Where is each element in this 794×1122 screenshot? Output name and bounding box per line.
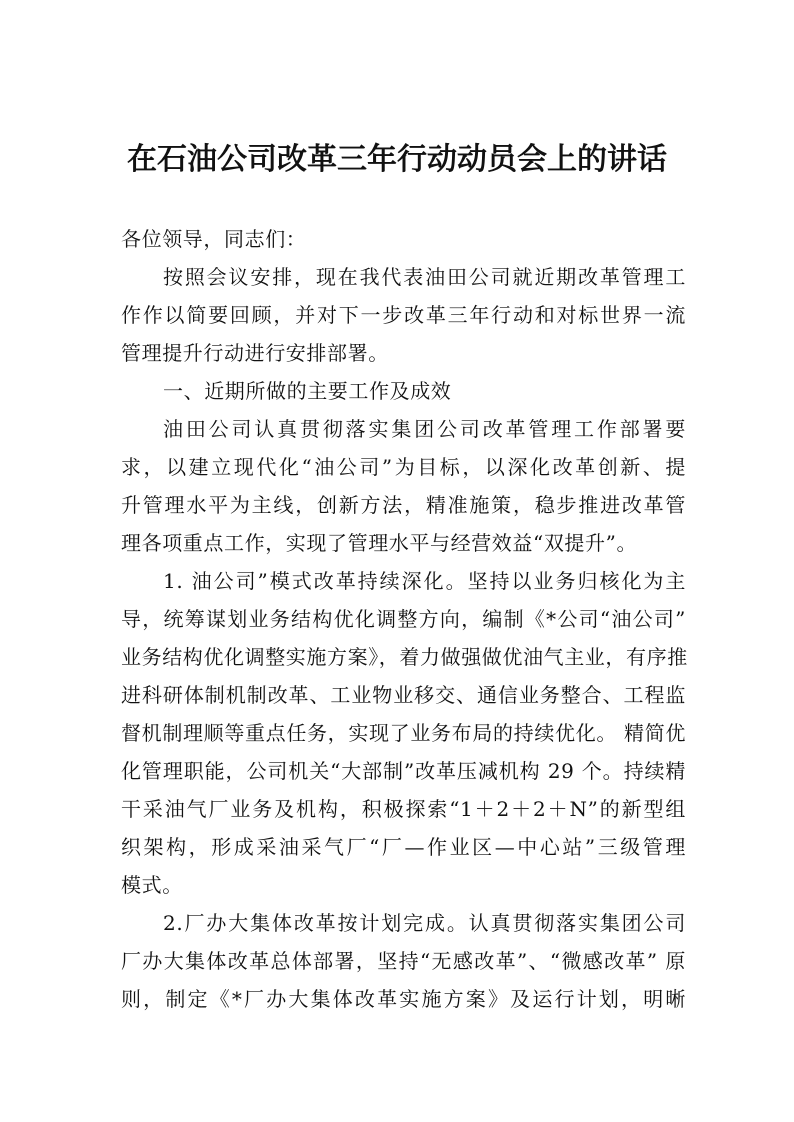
paragraph-line: 则，制定《*厂办大集体改革实施方案》及运行计划，明晰 — [121, 987, 686, 1011]
paragraph-line: 干采油气厂业务及机构，积极探索“1＋2＋2＋N”的新型组 — [121, 797, 686, 821]
paragraph-line: 化管理职能，公司机关“大部制”改革压减机构 29 个。持续精 — [121, 759, 686, 783]
paragraph-line: 进科研体制机制改革、工业物业移交、通信业务整合、工程监 — [121, 683, 686, 707]
paragraph-line: 油田公司认真贯彻落实集团公司改革管理工作部署要 — [163, 417, 686, 441]
paragraph-line: 织架构，形成采油采气厂“厂—作业区—中心站”三级管理 — [121, 835, 686, 859]
section-heading: 一、近期所做的主要工作及成效 — [163, 379, 452, 403]
salutation-line: 各位领导，同志们： — [121, 227, 307, 251]
paragraph-line: 督机制理顺等重点任务，实现了业务布局的持续优化。 精简优 — [121, 721, 686, 745]
document-title: 在石油公司改革三年行动动员会上的讲话 — [127, 142, 667, 177]
paragraph-line: 按照会议安排，现在我代表油田公司就近期改革管理工 — [163, 265, 686, 289]
paragraph-line: 2.厂办大集体改革按计划完成。认真贯彻落实集团公司 — [163, 911, 686, 935]
paragraph-line: 厂办大集体改革总体部署，坚持“无感改革”、“微感改革” 原 — [121, 949, 686, 973]
paragraph-line: 求，以建立现代化“油公司”为目标，以深化改革创新、提 — [121, 455, 686, 479]
paragraph-line: 理各项重点工作，实现了管理水平与经营效益“双提升”。 — [121, 531, 638, 555]
paragraph-line: 升管理水平为主线，创新方法，精准施策，稳步推进改革管 — [121, 493, 686, 517]
paragraph-line: 管理提升行动进行安排部署。 — [121, 341, 389, 365]
paragraph-line: 1. 油公司”模式改革持续深化。坚持以业务归核化为主 — [163, 569, 686, 593]
paragraph-line: 模式。 — [121, 873, 183, 897]
paragraph-line: 作作以简要回顾，并对下一步改革三年行动和对标世界一流 — [121, 303, 686, 327]
paragraph-line: 导，统筹谋划业务结构优化调整方向，编制《*公司“油公司” — [121, 607, 686, 631]
paragraph-line: 业务结构优化调整实施方案》，着力做强做优油气主业，有序推 — [121, 645, 688, 669]
document-body — [121, 220, 686, 1018]
